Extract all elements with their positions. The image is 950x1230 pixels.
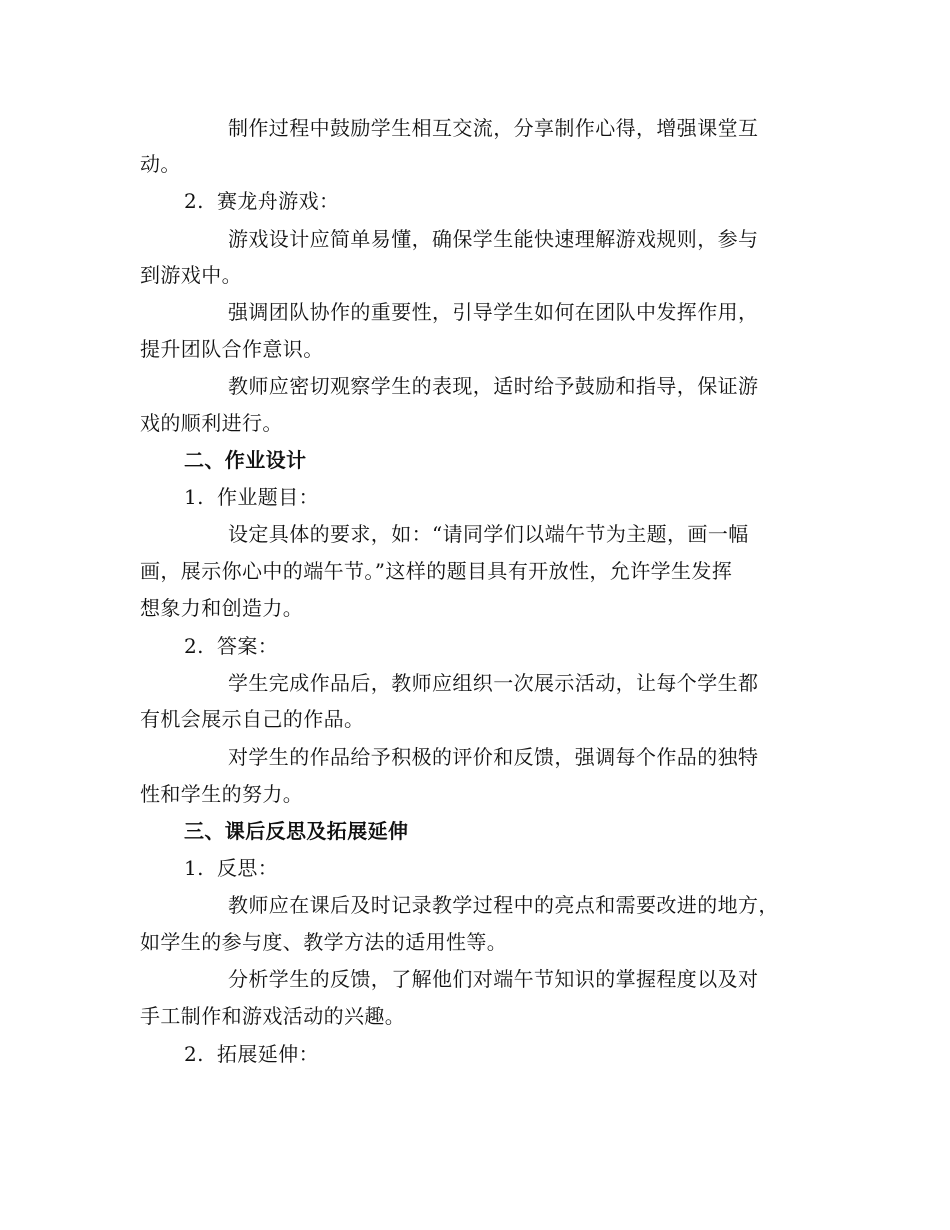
paragraph-line: 学生完成作品后，教师应组织一次展示活动，让每个学生都 xyxy=(228,671,759,695)
list-number: 1. xyxy=(184,485,204,509)
paragraph-line: 制作过程中鼓励学生相互交流，分享制作心得，增强课堂互 xyxy=(228,116,759,140)
paragraph-line: 教师应在课后及时记录教学过程中的亮点和需要改进的地方， xyxy=(228,893,779,917)
list-item-heading xyxy=(184,633,278,659)
paragraph-line: 分析学生的反馈，了解他们对端午节知识的掌握程度以及对 xyxy=(228,967,759,991)
paragraph-line: 手工制作和游戏活动的兴趣。 xyxy=(140,1004,406,1028)
paragraph-line: 提升团队合作意识。 xyxy=(140,337,324,361)
paragraph-line: 性和学生的努力。 xyxy=(140,782,304,806)
paragraph-line: 强调团队协作的重要性，引导学生如何在团队中发挥作用， xyxy=(228,300,759,324)
section-heading: 二、作业设计 xyxy=(184,448,307,472)
list-number: 2. xyxy=(184,634,204,658)
paragraph-line: 画，展示你心中的端午节。”这样的题目具有开放性，允许学生发挥 xyxy=(140,559,733,583)
paragraph-line: 游戏设计应简单易懂，确保学生能快速理解游戏规则，参与 xyxy=(228,227,759,251)
paragraph-line: 戏的顺利进行。 xyxy=(140,411,283,435)
list-item-heading xyxy=(184,1041,319,1067)
list-item-heading xyxy=(184,188,339,214)
paragraph-line: 想象力和创造力。 xyxy=(140,596,304,620)
list-item-label: 拓展延伸： xyxy=(217,1042,319,1066)
list-item-heading xyxy=(184,484,319,510)
paragraph-line: 动。 xyxy=(140,152,181,176)
paragraph-line: 到游戏中。 xyxy=(140,263,242,287)
paragraph-line: 教师应密切观察学生的表现，适时给予鼓励和指导，保证游 xyxy=(228,374,759,398)
paragraph-line: 设定具体的要求，如：“请同学们以端午节为主题，画一幅 xyxy=(228,522,749,546)
paragraph-line: 对学生的作品给予积极的评价和反馈，强调每个作品的独特 xyxy=(228,745,759,769)
paragraph-line: 有机会展示自己的作品。 xyxy=(140,707,365,731)
list-number: 2. xyxy=(184,1042,204,1066)
list-item-label: 反思： xyxy=(217,856,279,880)
list-number: 2. xyxy=(184,189,204,213)
paragraph-line: 如学生的参与度、教学方法的适用性等。 xyxy=(140,930,508,954)
list-item-label: 赛龙舟游戏： xyxy=(217,189,340,213)
section-heading: 三、课后反思及拓展延伸 xyxy=(184,819,409,843)
list-item-label: 作业题目： xyxy=(217,485,319,509)
list-item-heading xyxy=(184,855,278,881)
list-number: 1. xyxy=(184,856,204,880)
list-item-label: 答案： xyxy=(217,634,279,658)
